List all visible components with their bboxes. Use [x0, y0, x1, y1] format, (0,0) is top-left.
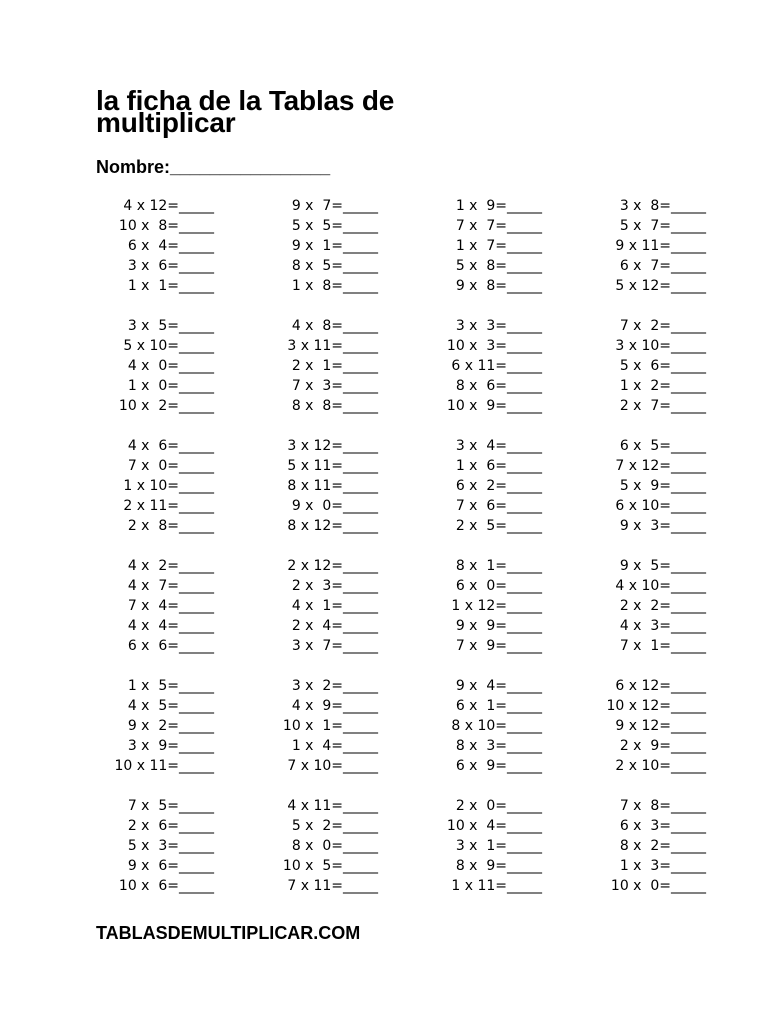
exercise-item: 3 x 5=_____: [127, 318, 214, 334]
exercise-item: 7 x 6=_____: [455, 498, 542, 514]
exercise-column: [260, 556, 378, 656]
exercise-item: 8 x 12=_____: [287, 518, 378, 534]
exercise-item: 6 x 3=_____: [619, 818, 706, 834]
exercise-item: 4 x 1=_____: [291, 598, 378, 614]
exercise-column: [260, 796, 378, 896]
exercise-item: 3 x 10=_____: [615, 338, 706, 354]
exercise-item: 10 x 4=_____: [446, 818, 542, 834]
exercise-column: [588, 676, 706, 776]
exercise-item: 7 x 2=_____: [619, 318, 706, 334]
exercise-item: 10 x 1=_____: [282, 718, 378, 734]
exercise-item: 7 x 5=_____: [127, 798, 214, 814]
exercise-item: 9 x 1=_____: [291, 238, 378, 254]
exercise-item: 2 x 7=_____: [619, 398, 706, 414]
exercise-item: 9 x 0=_____: [291, 498, 378, 514]
exercise-item: 9 x 12=_____: [615, 718, 706, 734]
exercise-item: 8 x 1=_____: [455, 558, 542, 574]
exercise-item: 4 x 12=_____: [123, 198, 214, 214]
exercise-column: [260, 196, 378, 296]
exercise-item: 4 x 7=_____: [127, 578, 214, 594]
exercise-item: 10 x 0=_____: [610, 878, 706, 894]
exercise-column: [588, 196, 706, 296]
exercise-column: [588, 316, 706, 416]
exercise-column: [260, 676, 378, 776]
exercise-item: 7 x 10=_____: [287, 758, 378, 774]
exercise-item: 9 x 8=_____: [455, 278, 542, 294]
exercise-item: 1 x 7=_____: [455, 238, 542, 254]
exercise-item: 7 x 3=_____: [291, 378, 378, 394]
exercise-item: 4 x 11=_____: [287, 798, 378, 814]
exercise-item: 8 x 8=_____: [291, 398, 378, 414]
exercise-item: 8 x 6=_____: [455, 378, 542, 394]
exercise-group: [96, 196, 706, 296]
exercise-column: [260, 436, 378, 536]
exercise-column: [96, 196, 214, 296]
exercise-item: 2 x 8=_____: [127, 518, 214, 534]
exercise-item: 4 x 9=_____: [291, 698, 378, 714]
exercise-item: 4 x 0=_____: [127, 358, 214, 374]
exercise-item: 8 x 11=_____: [287, 478, 378, 494]
exercise-item: 6 x 12=_____: [615, 678, 706, 694]
exercise-column: [424, 796, 542, 896]
exercise-item: 6 x 1=_____: [455, 698, 542, 714]
exercise-column: [424, 316, 542, 416]
exercise-column: [424, 556, 542, 656]
exercise-item: 6 x 5=_____: [619, 438, 706, 454]
exercise-item: 5 x 6=_____: [619, 358, 706, 374]
exercise-item: 7 x 0=_____: [127, 458, 214, 474]
exercise-item: 4 x 2=_____: [127, 558, 214, 574]
exercise-item: 10 x 9=_____: [446, 398, 542, 414]
exercise-item: 4 x 6=_____: [127, 438, 214, 454]
exercise-item: 2 x 3=_____: [291, 578, 378, 594]
exercise-item: 6 x 4=_____: [127, 238, 214, 254]
footer-website: TABLASDEMULTIPLICAR.COM: [96, 923, 361, 943]
exercise-item: 6 x 2=_____: [455, 478, 542, 494]
exercise-column: [96, 436, 214, 536]
exercise-item: 9 x 9=_____: [455, 618, 542, 634]
exercise-group: [96, 796, 706, 896]
exercise-item: 6 x 10=_____: [615, 498, 706, 514]
exercise-item: 2 x 9=_____: [619, 738, 706, 754]
exercise-column: [96, 556, 214, 656]
exercise-item: 1 x 12=_____: [451, 598, 542, 614]
exercise-item: 5 x 11=_____: [287, 458, 378, 474]
exercise-item: 5 x 3=_____: [127, 838, 214, 854]
exercise-item: 1 x 9=_____: [455, 198, 542, 214]
exercise-item: 8 x 2=_____: [619, 838, 706, 854]
exercise-item: 1 x 8=_____: [291, 278, 378, 294]
exercise-item: 1 x 10=_____: [123, 478, 214, 494]
exercise-item: 3 x 3=_____: [455, 318, 542, 334]
exercise-item: 10 x 5=_____: [282, 858, 378, 874]
exercise-group: [96, 316, 706, 416]
exercise-column: [588, 796, 706, 896]
exercise-item: 10 x 6=_____: [118, 878, 214, 894]
exercise-item: 4 x 5=_____: [127, 698, 214, 714]
exercise-group: [96, 436, 706, 536]
exercise-column: [96, 796, 214, 896]
exercise-grid: [96, 196, 706, 916]
exercise-item: 7 x 9=_____: [455, 638, 542, 654]
exercise-item: 6 x 7=_____: [619, 258, 706, 274]
exercise-item: 10 x 2=_____: [118, 398, 214, 414]
exercise-item: 8 x 9=_____: [455, 858, 542, 874]
exercise-item: 7 x 12=_____: [615, 458, 706, 474]
exercise-item: 2 x 4=_____: [291, 618, 378, 634]
exercise-item: 2 x 6=_____: [127, 818, 214, 834]
exercise-item: 4 x 8=_____: [291, 318, 378, 334]
exercise-item: 5 x 7=_____: [619, 218, 706, 234]
exercise-item: 3 x 11=_____: [287, 338, 378, 354]
exercise-item: 5 x 12=_____: [615, 278, 706, 294]
exercise-item: 7 x 4=_____: [127, 598, 214, 614]
exercise-item: 9 x 7=_____: [291, 198, 378, 214]
exercise-item: 2 x 12=_____: [287, 558, 378, 574]
exercise-item: 1 x 11=_____: [451, 878, 542, 894]
exercise-item: 3 x 4=_____: [455, 438, 542, 454]
exercise-item: 2 x 10=_____: [615, 758, 706, 774]
exercise-item: 10 x 12=_____: [606, 698, 706, 714]
exercise-item: 7 x 1=_____: [619, 638, 706, 654]
exercise-item: 7 x 11=_____: [287, 878, 378, 894]
exercise-column: [424, 436, 542, 536]
exercise-item: 8 x 3=_____: [455, 738, 542, 754]
page-title: la ficha de la Tablas de multiplicar: [96, 85, 395, 138]
exercise-item: 2 x 11=_____: [123, 498, 214, 514]
exercise-item: 9 x 2=_____: [127, 718, 214, 734]
exercise-item: 10 x 8=_____: [118, 218, 214, 234]
exercise-item: 9 x 3=_____: [619, 518, 706, 534]
exercise-item: 8 x 10=_____: [451, 718, 542, 734]
exercise-item: 9 x 5=_____: [619, 558, 706, 574]
exercise-item: 2 x 5=_____: [455, 518, 542, 534]
exercise-item: 3 x 1=_____: [455, 838, 542, 854]
exercise-group: [96, 676, 706, 776]
exercise-item: 7 x 7=_____: [455, 218, 542, 234]
exercise-item: 4 x 10=_____: [615, 578, 706, 594]
exercise-item: 9 x 4=_____: [455, 678, 542, 694]
exercise-item: 2 x 0=_____: [455, 798, 542, 814]
exercise-column: [424, 196, 542, 296]
exercise-item: 6 x 9=_____: [455, 758, 542, 774]
exercise-column: [260, 316, 378, 416]
exercise-column: [588, 556, 706, 656]
exercise-item: 5 x 2=_____: [291, 818, 378, 834]
exercise-column: [96, 316, 214, 416]
exercise-item: 3 x 7=_____: [291, 638, 378, 654]
exercise-item: 5 x 8=_____: [455, 258, 542, 274]
exercise-item: 5 x 5=_____: [291, 218, 378, 234]
exercise-item: 5 x 9=_____: [619, 478, 706, 494]
exercise-item: 6 x 0=_____: [455, 578, 542, 594]
exercise-item: 8 x 0=_____: [291, 838, 378, 854]
exercise-item: 4 x 4=_____: [127, 618, 214, 634]
exercise-item: 9 x 11=_____: [615, 238, 706, 254]
exercise-item: 10 x 11=_____: [114, 758, 214, 774]
exercise-column: [588, 436, 706, 536]
exercise-item: 4 x 3=_____: [619, 618, 706, 634]
exercise-item: 1 x 3=_____: [619, 858, 706, 874]
exercise-item: 8 x 5=_____: [291, 258, 378, 274]
exercise-item: 3 x 9=_____: [127, 738, 214, 754]
exercise-column: [96, 676, 214, 776]
exercise-item: 6 x 11=_____: [451, 358, 542, 374]
exercise-item: 1 x 4=_____: [291, 738, 378, 754]
exercise-item: 7 x 8=_____: [619, 798, 706, 814]
exercise-item: 3 x 6=_____: [127, 258, 214, 274]
exercise-column: [424, 676, 542, 776]
exercise-item: 2 x 2=_____: [619, 598, 706, 614]
exercise-item: 1 x 6=_____: [455, 458, 542, 474]
exercise-item: 6 x 6=_____: [127, 638, 214, 654]
exercise-item: 3 x 12=_____: [287, 438, 378, 454]
exercise-item: 1 x 2=_____: [619, 378, 706, 394]
exercise-item: 9 x 6=_____: [127, 858, 214, 874]
exercise-item: 1 x 5=_____: [127, 678, 214, 694]
exercise-item: 3 x 2=_____: [291, 678, 378, 694]
exercise-group: [96, 556, 706, 656]
name-field-label: Nombre:________________: [96, 157, 331, 177]
exercise-item: 1 x 0=_____: [127, 378, 214, 394]
exercise-item: 5 x 10=_____: [123, 338, 214, 354]
exercise-item: 3 x 8=_____: [619, 198, 706, 214]
exercise-item: 10 x 3=_____: [446, 338, 542, 354]
exercise-item: 2 x 1=_____: [291, 358, 378, 374]
exercise-item: 1 x 1=_____: [127, 278, 214, 294]
